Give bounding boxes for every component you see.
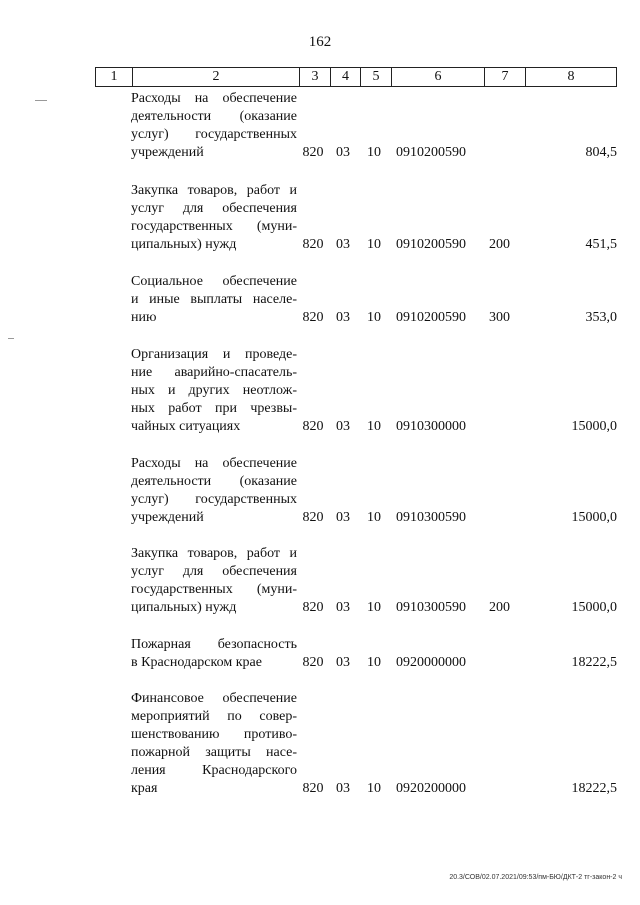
- row-name-line: услуг) государственных: [131, 492, 297, 507]
- row-cell-c6: 0910200590: [396, 237, 466, 252]
- row-name-line: Расходы на обеспечение: [131, 91, 297, 106]
- header-col-3: 3: [300, 68, 331, 87]
- row-name: [131, 690, 297, 798]
- row-name-line: услуг для обеспечения: [131, 564, 297, 579]
- row-cell-c6: 0920000000: [396, 655, 466, 670]
- row-cell-c5: 10: [367, 237, 381, 252]
- row-name-line: мероприятий по совер-: [131, 709, 297, 724]
- row-name-line: учреждений: [131, 510, 204, 525]
- row-cell-c5: 10: [367, 310, 381, 325]
- header-col-6: 6: [392, 68, 485, 87]
- row-name-line: пожарной защиты насе-: [131, 745, 297, 760]
- row-cell-c4: 03: [336, 600, 350, 615]
- row-cell-c5: 10: [367, 419, 381, 434]
- header-col-1: 1: [96, 68, 133, 87]
- row-name-line: государственных (муни-: [131, 582, 297, 597]
- row-name-line: Закупка товаров, работ и: [131, 183, 297, 198]
- row-name-line: в Краснодарском крае: [131, 655, 262, 670]
- row-cell-c5: 10: [367, 600, 381, 615]
- row-name-line: ние аварийно-спасатель-: [131, 365, 297, 380]
- row-name: [131, 346, 297, 436]
- header-col-8: 8: [526, 68, 617, 87]
- row-cell-c8: 15000,0: [571, 419, 617, 434]
- row-cell-c4: 03: [336, 655, 350, 670]
- row-cell-c3: 820: [302, 781, 324, 796]
- row-cell-c4: 03: [336, 145, 350, 160]
- row-cell-c3: 820: [302, 237, 324, 252]
- row-cell-c5: 10: [367, 655, 381, 670]
- row-name-line: деятельности (оказание: [131, 474, 297, 489]
- header-col-5: 5: [361, 68, 392, 87]
- row-name-line: Пожарная безопасность: [131, 637, 297, 652]
- row-name-line: услуг для обеспечения: [131, 201, 297, 216]
- row-cell-c3: 820: [302, 510, 324, 525]
- row-name: [131, 90, 297, 162]
- header-col-7: 7: [485, 68, 526, 87]
- row-cell-c6: 0910300590: [396, 600, 466, 615]
- header-col-4: 4: [331, 68, 361, 87]
- row-name-line: деятельности (оказание: [131, 109, 297, 124]
- row-name-line: края: [131, 781, 158, 796]
- row-cell-c4: 03: [336, 237, 350, 252]
- row-cell-c6: 0910200590: [396, 310, 466, 325]
- row-cell-c4: 03: [336, 510, 350, 525]
- row-cell-c7: 300: [489, 310, 510, 325]
- row-name: [131, 455, 297, 527]
- header-col-2: 2: [133, 68, 300, 87]
- row-name-line: ных работ при чрезвы-: [131, 401, 297, 416]
- row-cell-c5: 10: [367, 145, 381, 160]
- row-cell-c7: 200: [489, 600, 510, 615]
- scan-mark: [8, 338, 14, 339]
- row-name-line: Закупка товаров, работ и: [131, 546, 297, 561]
- document-footer: 20.3/СОВ/02.07.2021/09:53/пм-БЮ/ДКТ-2 тг-закон-2 ч: [449, 874, 622, 881]
- row-name-line: Социальное обеспечение: [131, 274, 297, 289]
- row-cell-c5: 10: [367, 510, 381, 525]
- row-cell-c8: 804,5: [585, 145, 617, 160]
- row-cell-c8: 353,0: [585, 310, 617, 325]
- row-name-line: Расходы на обеспечение: [131, 456, 297, 471]
- row-name-line: шенствованию противо-: [131, 727, 297, 742]
- row-cell-c3: 820: [302, 145, 324, 160]
- row-name: [131, 182, 297, 254]
- row-name-line: ных и других неотлож-: [131, 383, 297, 398]
- row-cell-c3: 820: [302, 419, 324, 434]
- row-cell-c6: 0910200590: [396, 145, 466, 160]
- row-cell-c3: 820: [302, 600, 324, 615]
- row-name: [131, 636, 297, 672]
- table-header: [95, 67, 617, 87]
- row-cell-c6: 0910300590: [396, 510, 466, 525]
- row-cell-c8: 451,5: [585, 237, 617, 252]
- row-cell-c4: 03: [336, 419, 350, 434]
- row-cell-c3: 820: [302, 310, 324, 325]
- row-name: [131, 273, 297, 327]
- row-name-line: учреждений: [131, 145, 204, 160]
- row-cell-c3: 820: [302, 655, 324, 670]
- row-name-line: Организация и проведе-: [131, 347, 297, 362]
- row-name-line: ципальных) нужд: [131, 600, 237, 615]
- row-cell-c8: 18222,5: [571, 781, 617, 796]
- row-cell-c6: 0910300000: [396, 419, 466, 434]
- row-cell-c8: 15000,0: [571, 600, 617, 615]
- page-number: 162: [308, 34, 332, 50]
- row-name-line: услуг) государственных: [131, 127, 297, 142]
- row-cell-c7: 200: [489, 237, 510, 252]
- scan-mark: [35, 100, 47, 101]
- row-cell-c8: 15000,0: [571, 510, 617, 525]
- row-cell-c8: 18222,5: [571, 655, 617, 670]
- row-name-line: чайных ситуациях: [131, 419, 241, 434]
- row-cell-c4: 03: [336, 781, 350, 796]
- row-name-line: ления Краснодарского: [131, 763, 297, 778]
- row-name-line: Финансовое обеспечение: [131, 691, 297, 706]
- row-name-line: и иные выплаты населе-: [131, 292, 297, 307]
- row-name-line: государственных (муни-: [131, 219, 297, 234]
- row-name-line: ципальных) нужд: [131, 237, 237, 252]
- row-name-line: нию: [131, 310, 157, 325]
- row-cell-c4: 03: [336, 310, 350, 325]
- row-cell-c6: 0920200000: [396, 781, 466, 796]
- row-cell-c5: 10: [367, 781, 381, 796]
- row-name: [131, 545, 297, 617]
